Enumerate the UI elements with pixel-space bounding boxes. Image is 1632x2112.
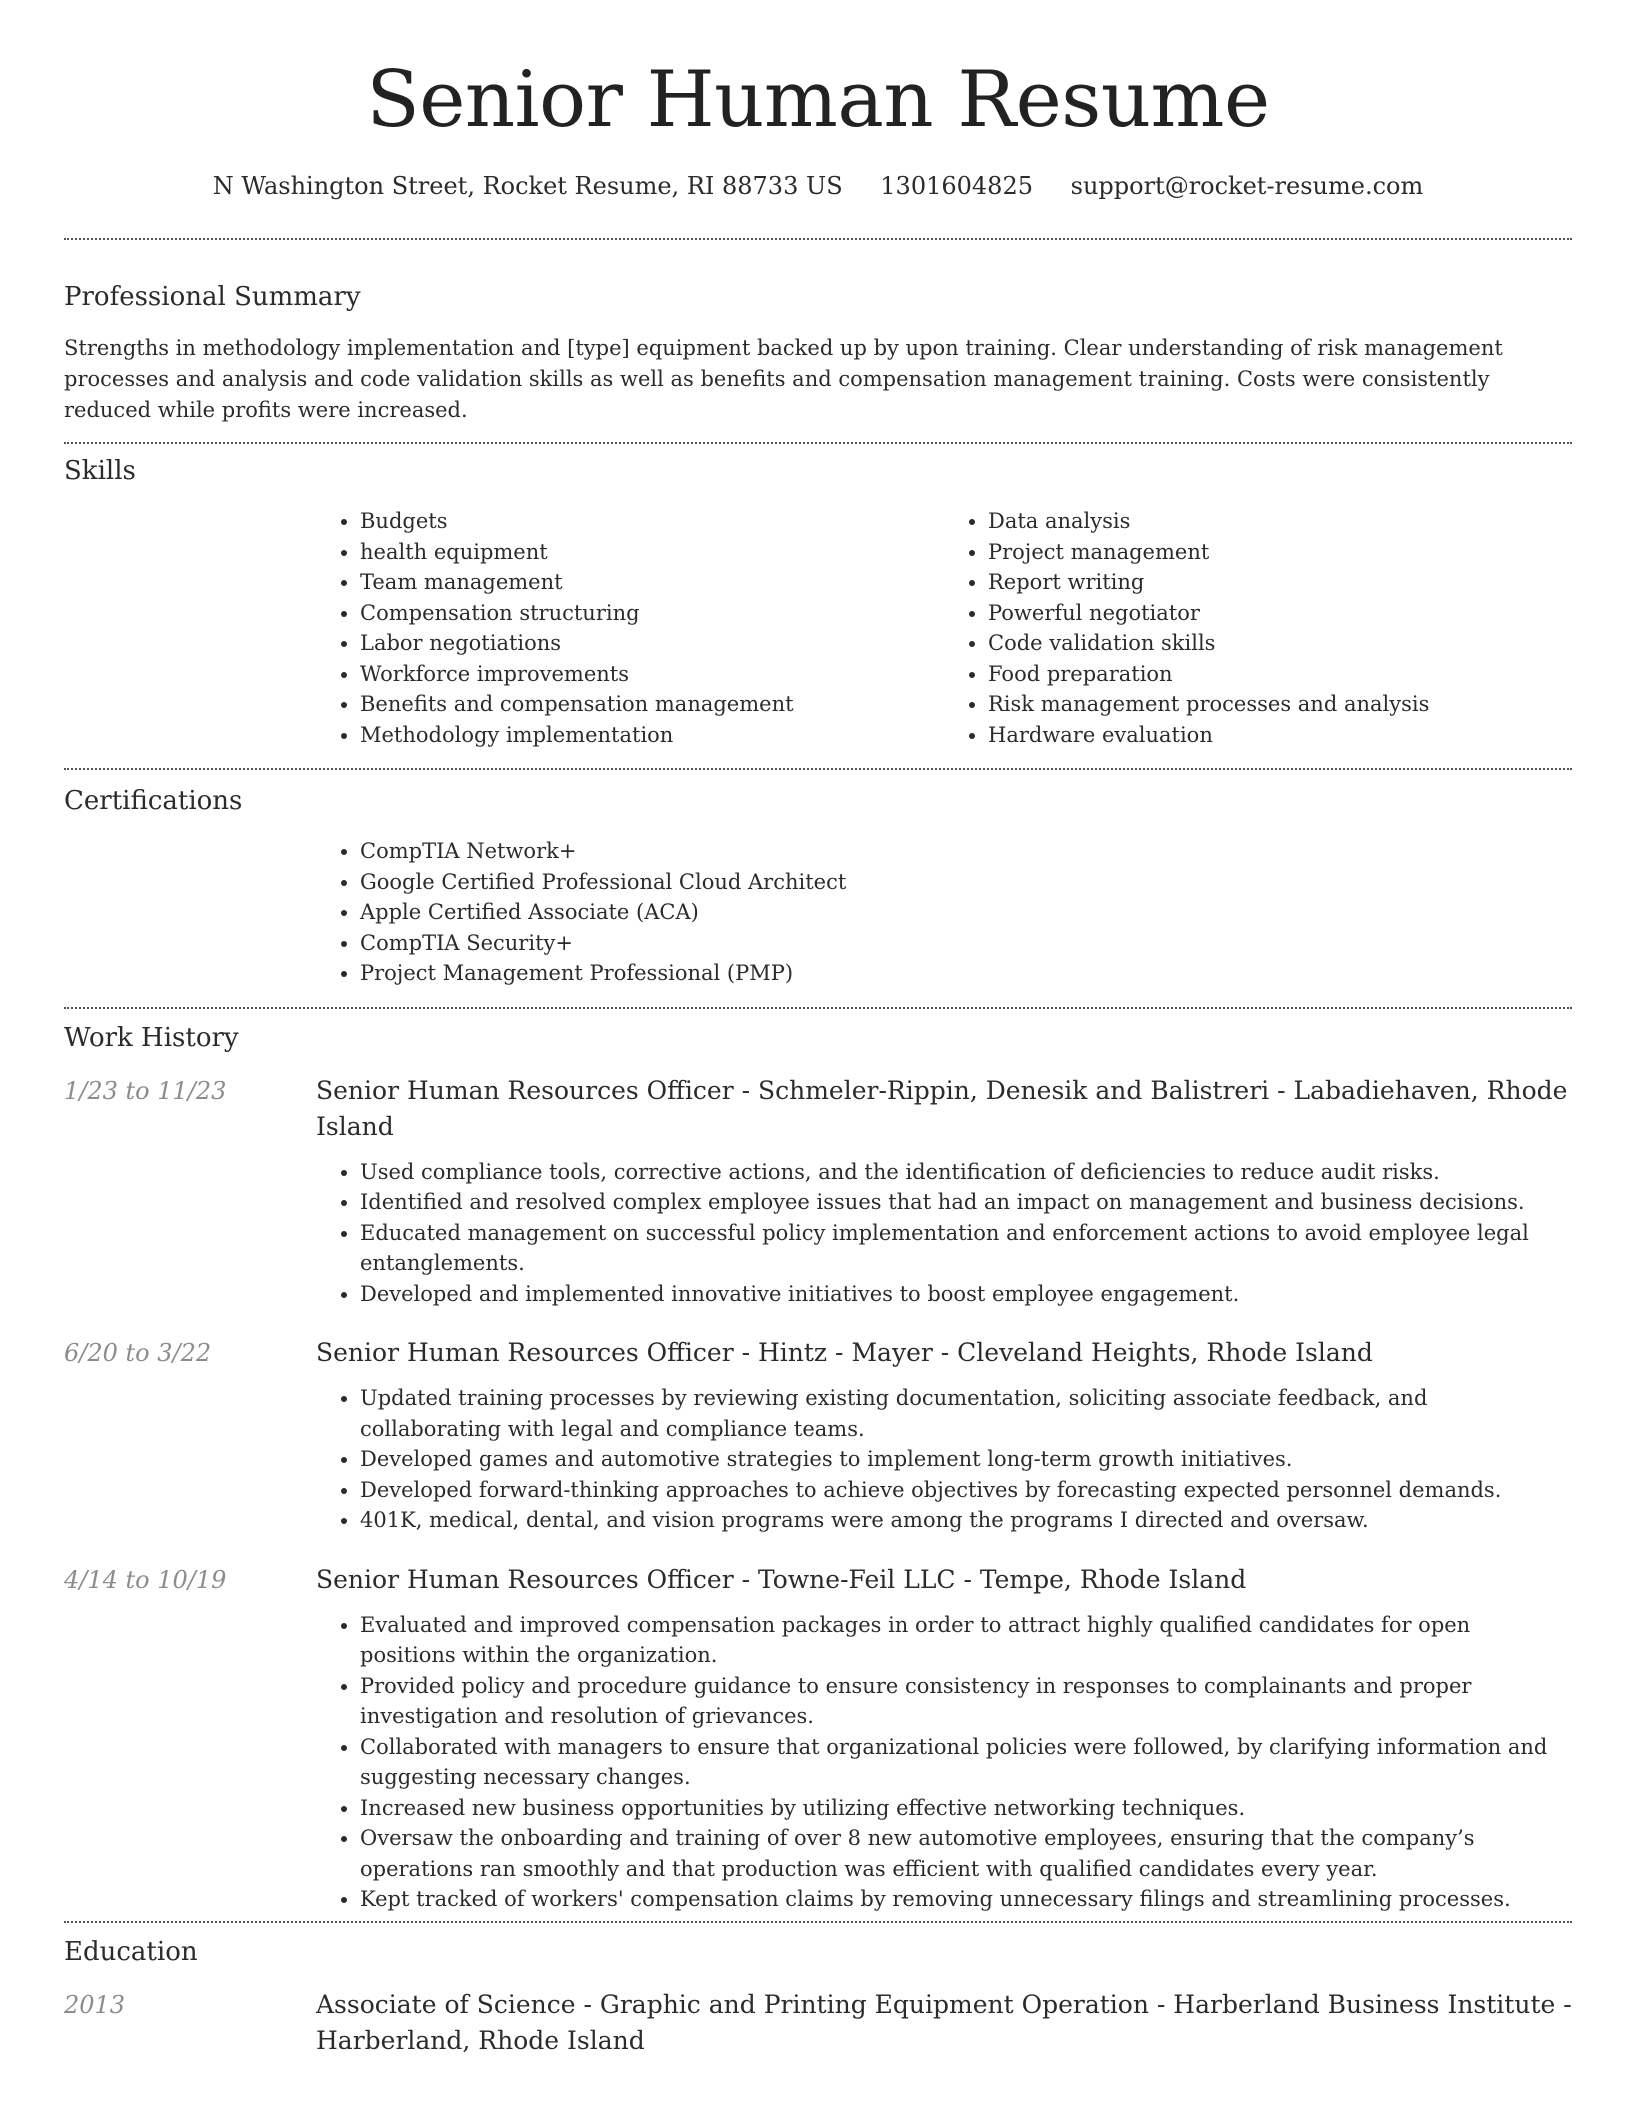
skill-item: • Data analysis	[988, 506, 1572, 537]
section-title-work-history: Work History	[64, 1022, 239, 1053]
skill-item: • Food preparation	[988, 659, 1572, 690]
skill-item: • Benefits and compensation management	[360, 689, 944, 720]
divider	[64, 768, 1572, 770]
job-bullet: • Kept tracked of workers' compensation claims by removing unnecessary filings and streamlining processes.	[360, 1884, 1572, 1915]
certifications-section	[64, 784, 1572, 989]
education-section	[64, 1935, 1572, 2059]
summary-section	[64, 280, 1572, 426]
certification-item: • CompTIA Security+	[360, 928, 1572, 959]
skill-item: • Hardware evaluation	[988, 720, 1572, 751]
job-date: 4/14 to 10/19	[64, 1565, 227, 1594]
job-body	[316, 1157, 1572, 1310]
divider	[64, 1921, 1572, 1923]
certification-item: • Project Management Professional (PMP)	[360, 958, 1572, 989]
job-bullet: • Developed forward-thinking approaches to achieve objectives by forecasting expected personnel demands.	[360, 1475, 1572, 1506]
job-bullet: • Increased new business opportunities by utilizing effective networking techniques.	[360, 1793, 1572, 1824]
resume-page	[64, 0, 1572, 2059]
certification-item: • CompTIA Network+	[360, 836, 1572, 867]
job-bullet: • Updated training processes by reviewing existing documentation, soliciting associate feedback, and collaborating with legal and compliance teams.	[360, 1383, 1572, 1444]
skill-item: • Methodology implementation	[360, 720, 944, 751]
certification-item: • Apple Certified Associate (ACA)	[360, 897, 1572, 928]
job-header	[64, 1335, 1572, 1371]
divider	[64, 1007, 1572, 1009]
job-header	[64, 1562, 1572, 1598]
section-title-summary: Professional Summary	[64, 282, 361, 312]
job-bullet: • Provided policy and procedure guidance to ensure consistency in responses to complainants and proper investigation and resolution of grievances.	[360, 1671, 1572, 1732]
skill-item: • Labor negotiations	[360, 628, 944, 659]
skill-item: • Project management	[988, 537, 1572, 568]
section-title-education: Education	[64, 1936, 198, 1967]
job-bullet: • 401K, medical, dental, and vision programs were among the programs I directed and oversaw.	[360, 1505, 1572, 1536]
section-title-skills: Skills	[64, 456, 136, 486]
skill-item: • Budgets	[360, 506, 944, 537]
summary-text: Strengths in methodology implementation and [type] equipment backed up by upon training. Clear understanding of risk management processes and analysis and code validation skills as well as benefits and compensation management training. Costs were consistently reduced while profits were increased.	[64, 336, 1503, 422]
skill-item: • Report writing	[988, 567, 1572, 598]
job-list	[64, 1073, 1572, 1915]
education-list	[64, 1987, 1572, 2059]
education-date: 2013	[64, 1990, 126, 2019]
certifications-list	[316, 836, 1572, 989]
education-title: Associate of Science - Graphic and Printing Equipment Operation - Harberland Business Institute - Harberland, Rhode Island	[316, 1989, 1572, 2055]
skills-section	[64, 454, 1572, 750]
skill-item: • Code validation skills	[988, 628, 1572, 659]
skill-item: • Risk management processes and analysis	[988, 689, 1572, 720]
job-date: 6/20 to 3/22	[64, 1339, 212, 1367]
skill-item: • Team management	[360, 567, 944, 598]
job-bullets	[316, 1610, 1572, 1915]
resume-name: Senior Human Resume	[366, 55, 1270, 145]
education-entry	[64, 1987, 1572, 2059]
skills-list-left	[316, 506, 944, 750]
work-history-section	[64, 1021, 1572, 1915]
job-entry	[64, 1073, 1572, 1310]
divider	[64, 238, 1572, 240]
skill-item: • Compensation structuring	[360, 598, 944, 629]
job-date: 1/23 to 11/23	[64, 1076, 227, 1105]
certifications-body	[316, 836, 1572, 989]
divider	[64, 442, 1572, 444]
skill-item: • Workforce improvements	[360, 659, 944, 690]
job-bullets	[316, 1383, 1572, 1536]
job-entry	[64, 1335, 1572, 1536]
skills-list-right	[944, 506, 1572, 750]
job-entry	[64, 1562, 1572, 1915]
job-bullet: • Identified and resolved complex employee issues that had an impact on management and business decisions.	[360, 1187, 1572, 1218]
job-bullet: • Oversaw the onboarding and training of over 8 new automotive employees, ensuring that the company’s operations ran smoothly and that production was efficient with qualified candidates every year.	[360, 1823, 1572, 1884]
contact-line	[64, 170, 1572, 202]
skill-item: • health equipment	[360, 537, 944, 568]
job-title: Senior Human Resources Officer - Towne-Feil LLC - Tempe, Rhode Island	[316, 1564, 1247, 1594]
job-bullets	[316, 1157, 1572, 1310]
contact-phone: 1301604825	[880, 172, 1033, 200]
skills-columns	[316, 506, 1572, 750]
job-body	[316, 1383, 1572, 1536]
job-bullet: • Developed games and automotive strategies to implement long-term growth initiatives.	[360, 1444, 1572, 1475]
section-title-certifications: Certifications	[64, 786, 243, 816]
contact-address: N Washington Street, Rocket Resume, RI 88733 US	[212, 172, 843, 200]
job-title: Senior Human Resources Officer - Hintz - Mayer - Cleveland Heights, Rhode Island	[316, 1338, 1373, 1367]
job-title: Senior Human Resources Officer - Schmeler-Rippin, Denesik and Balistreri - Labadiehaven, Rhode Island	[316, 1075, 1568, 1141]
job-bullet: • Collaborated with managers to ensure that organizational policies were followed, by clarifying information and suggesting necessary changes.	[360, 1732, 1572, 1793]
job-bullet: • Evaluated and improved compensation packages in order to attract highly qualified candidates for open positions within the organization.	[360, 1610, 1572, 1671]
certification-item: • Google Certified Professional Cloud Architect	[360, 867, 1572, 898]
job-bullet: • Used compliance tools, corrective actions, and the identification of deficiencies to reduce audit risks.	[360, 1157, 1572, 1188]
job-body	[316, 1610, 1572, 1915]
contact-email: support@rocket-resume.com	[1070, 172, 1424, 200]
job-bullet: • Educated management on successful policy implementation and enforcement actions to avoid employee legal entanglements.	[360, 1218, 1572, 1279]
job-header	[64, 1073, 1572, 1145]
job-bullet: • Developed and implemented innovative initiatives to boost employee engagement.	[360, 1279, 1572, 1310]
skill-item: • Powerful negotiator	[988, 598, 1572, 629]
